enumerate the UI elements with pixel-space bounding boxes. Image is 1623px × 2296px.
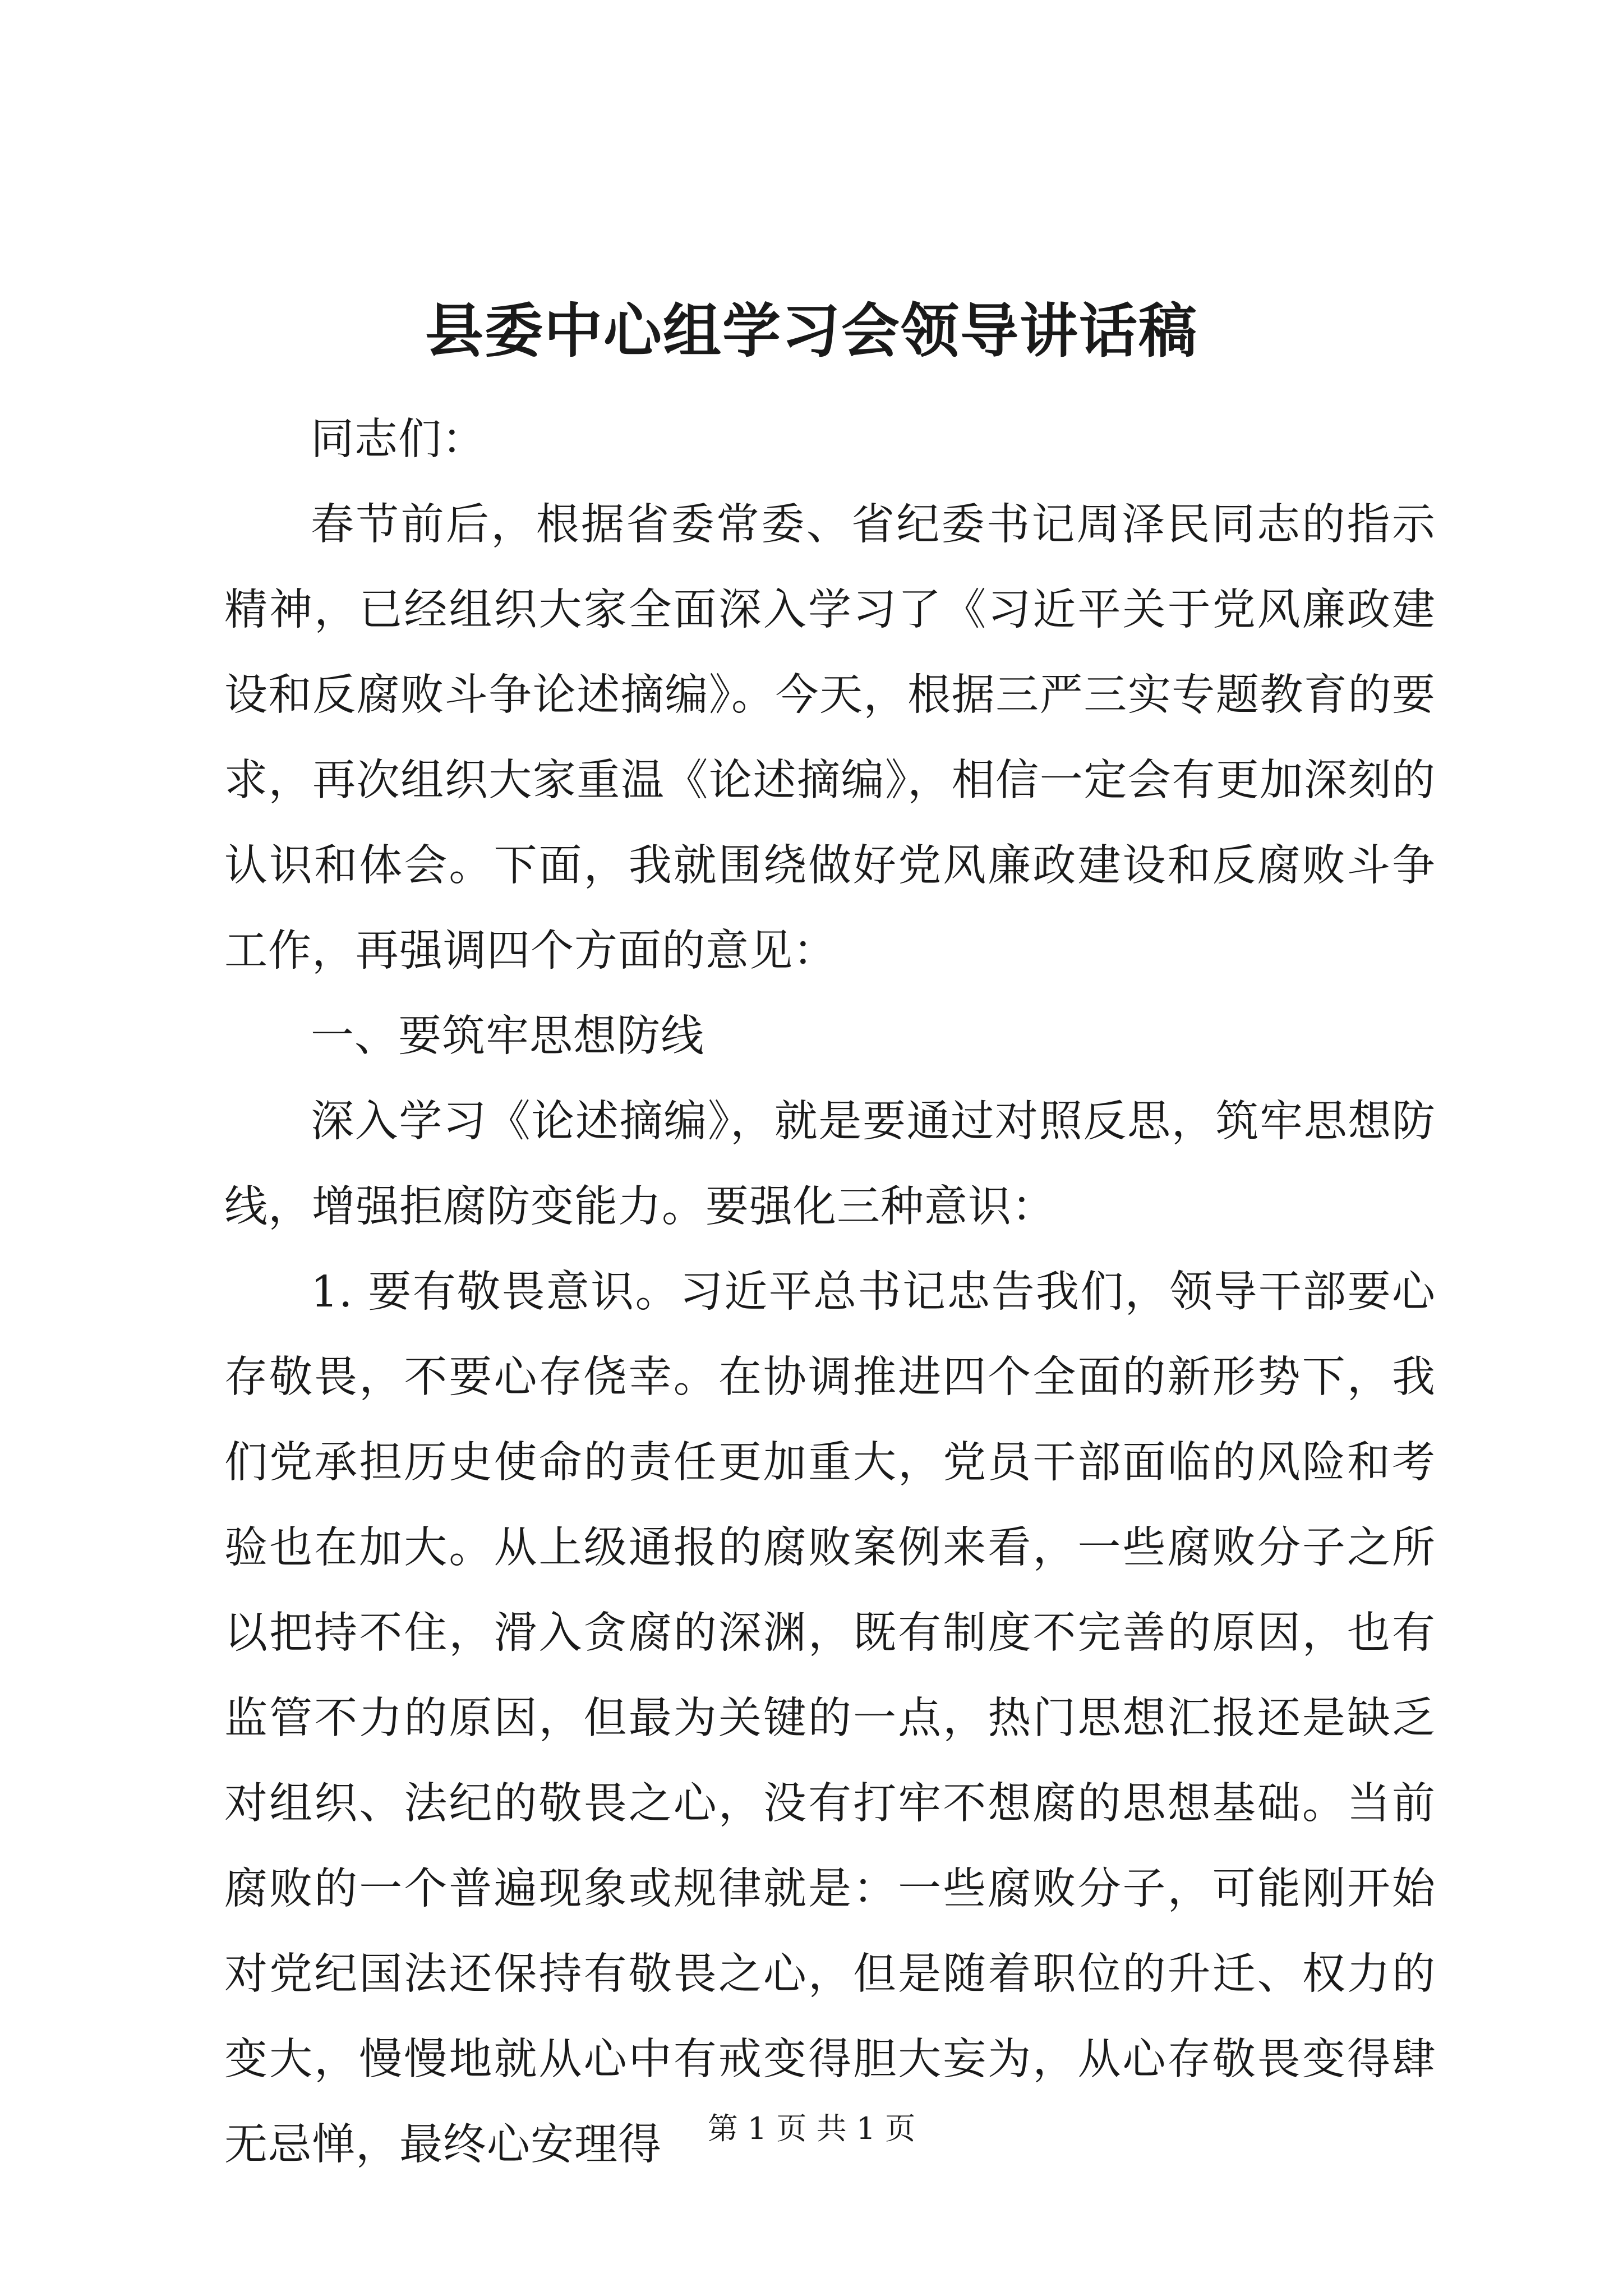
salutation-paragraph: 同志们： — [311, 415, 486, 464]
document-title: 县委中心组学习会领导讲话稿 — [425, 296, 1198, 365]
document-body — [224, 397, 1436, 2188]
page-footer: 第 1 页 共 1 页 — [707, 2111, 916, 2146]
point-one-paragraph: 1. 要有敬畏意识。习近平总书记忠告我们，领导干部要心存敬畏，不要心存侥幸。在协调推进四个全面的新形势下，我们党承担历史使命的责任更加重大，党员干部面临的风险和考验也在加大。从上级通报的腐败案例来看，一些腐败分子之所以把持不住，滑入贪腐的深渊，既有制度不完善的原因，也有监管不力的原因，但最为关键的一点，热门思想汇报还是缺乏对组织、法纪的敬畏之心，没有打牢不想腐的思想基础。当前腐败的一个普遍现象或规律就是：一些腐败分子，可能刚开始对党纪国法还保持有敬畏之心，但是随着职位的升迁、权力的变大，慢慢地就从心中有戒变得胆大妄为，从心存敬畏变得肆无忌惮，最终心安理得 — [224, 1267, 1436, 2170]
section-heading: 一、要筑牢思想防线 — [311, 1011, 704, 1061]
section-intro-paragraph: 深入学习《论述摘编》，就是要通过对照反思，筑牢思想防线，增强拒腐防变能力。要强化三种意识： — [224, 1097, 1436, 1232]
intro-paragraph: 春节前后，根据省委常委、省纪委书记周泽民同志的指示精神，已经组织大家全面深入学习了《习近平关于党风廉政建设和反腐败斗争论述摘编》。今天，根据三严三实专题教育的要求，再次组织大家重温《论述摘编》，相信一定会有更加深刻的认识和体会。下面，我就围绕做好党风廉政建设和反腐败斗争工作，再强调四个方面的意见： — [224, 500, 1436, 976]
